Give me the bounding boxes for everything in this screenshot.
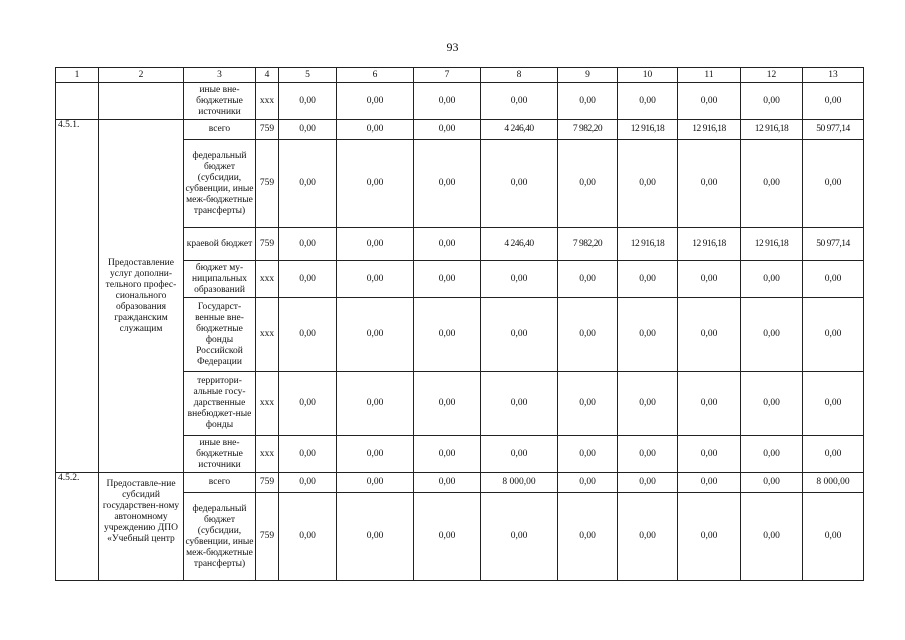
value-cell: 0,00: [618, 372, 678, 436]
value-cell: 8 000,00: [803, 473, 864, 493]
table-row: [56, 83, 864, 120]
code-cell: ххх: [256, 372, 279, 436]
row-name-cell: Предоставление услуг дополни-тельного профес-сионального образования гражданским служащим: [99, 120, 184, 473]
column-header: 10: [618, 68, 678, 83]
column-header: 12: [741, 68, 803, 83]
value-cell: 0,00: [558, 298, 618, 372]
value-cell: 0,00: [337, 261, 414, 298]
value-cell: 0,00: [279, 228, 337, 261]
value-cell: 0,00: [414, 473, 481, 493]
value-cell: 0,00: [558, 83, 618, 120]
value-cell: 0,00: [414, 228, 481, 261]
value-cell: 0,00: [414, 436, 481, 473]
value-cell: 0,00: [279, 473, 337, 493]
table-row: [56, 473, 864, 493]
value-cell: 0,00: [741, 261, 803, 298]
value-cell: 0,00: [279, 261, 337, 298]
value-cell: 0,00: [678, 298, 741, 372]
source-cell: краевой бюджет: [184, 228, 256, 261]
value-cell: 50 977,14: [803, 120, 864, 140]
column-header: 6: [337, 68, 414, 83]
value-cell: 0,00: [678, 473, 741, 493]
column-header: 2: [99, 68, 184, 83]
value-cell: 0,00: [741, 298, 803, 372]
source-cell: иные вне-бюджетные источники: [184, 436, 256, 473]
value-cell: 0,00: [481, 261, 558, 298]
value-cell: 0,00: [558, 140, 618, 228]
column-header: 5: [279, 68, 337, 83]
code-cell: ххх: [256, 298, 279, 372]
value-cell: 8 000,00: [481, 473, 558, 493]
value-cell: 0,00: [337, 228, 414, 261]
value-cell: 0,00: [337, 436, 414, 473]
value-cell: 0,00: [741, 473, 803, 493]
header-row: [56, 68, 864, 83]
value-cell: 0,00: [414, 261, 481, 298]
value-cell: 0,00: [558, 473, 618, 493]
code-cell: 759: [256, 120, 279, 140]
row-number-cell: 4.5.2.: [56, 473, 99, 581]
column-header: 3: [184, 68, 256, 83]
value-cell: 0,00: [618, 298, 678, 372]
value-cell: 0,00: [803, 261, 864, 298]
value-cell: 0,00: [803, 298, 864, 372]
value-cell: 0,00: [481, 83, 558, 120]
value-cell: 7 982,20: [558, 228, 618, 261]
table-row: [56, 120, 864, 140]
value-cell: 12 916,18: [741, 228, 803, 261]
page-number: 93: [446, 40, 459, 54]
value-cell: 0,00: [414, 140, 481, 228]
source-cell: всего: [184, 120, 256, 140]
value-cell: 4 246,40: [481, 120, 558, 140]
value-cell: 12 916,18: [741, 120, 803, 140]
source-cell: всего: [184, 473, 256, 493]
value-cell: 12 916,18: [678, 228, 741, 261]
value-cell: 0,00: [803, 83, 864, 120]
row-name-cell: Предоставле-ние субсидий государствен-ному автономному учреждению ДПО «Учебный центр: [99, 473, 184, 581]
value-cell: 0,00: [414, 298, 481, 372]
value-cell: 0,00: [803, 140, 864, 228]
value-cell: 0,00: [414, 493, 481, 581]
value-cell: 0,00: [618, 473, 678, 493]
code-cell: 759: [256, 140, 279, 228]
value-cell: 0,00: [337, 120, 414, 140]
value-cell: 0,00: [678, 436, 741, 473]
code-cell: ххх: [256, 261, 279, 298]
budget-table: [55, 67, 864, 581]
value-cell: 0,00: [279, 140, 337, 228]
value-cell: 0,00: [414, 83, 481, 120]
column-header: 7: [414, 68, 481, 83]
row-number-cell: [56, 83, 99, 120]
source-cell: Государст-венные вне-бюджетные фонды Российской Федерации: [184, 298, 256, 372]
value-cell: 0,00: [618, 140, 678, 228]
value-cell: 0,00: [678, 83, 741, 120]
source-cell: бюджет му-ниципальных образований: [184, 261, 256, 298]
value-cell: 0,00: [414, 120, 481, 140]
value-cell: 0,00: [558, 493, 618, 581]
value-cell: 0,00: [337, 473, 414, 493]
column-header: 8: [481, 68, 558, 83]
value-cell: 0,00: [414, 372, 481, 436]
source-cell: федеральный бюджет (субсидии, субвенции, иные меж-бюджетные трансферты): [184, 493, 256, 581]
value-cell: 0,00: [337, 140, 414, 228]
source-cell: территори-альные госу-дарственные внебюджет-ные фонды: [184, 372, 256, 436]
value-cell: 0,00: [279, 493, 337, 581]
value-cell: 0,00: [558, 372, 618, 436]
value-cell: 0,00: [618, 493, 678, 581]
value-cell: 0,00: [741, 83, 803, 120]
value-cell: 7 982,20: [558, 120, 618, 140]
value-cell: 0,00: [337, 83, 414, 120]
value-cell: 0,00: [279, 120, 337, 140]
value-cell: 0,00: [618, 261, 678, 298]
value-cell: 0,00: [337, 493, 414, 581]
column-header: 9: [558, 68, 618, 83]
row-number-cell: 4.5.1.: [56, 120, 99, 473]
column-header: 13: [803, 68, 864, 83]
value-cell: 0,00: [481, 436, 558, 473]
column-header: 4: [256, 68, 279, 83]
row-name-cell: [99, 83, 184, 120]
value-cell: 12 916,18: [678, 120, 741, 140]
value-cell: 0,00: [481, 372, 558, 436]
value-cell: 0,00: [279, 436, 337, 473]
code-cell: ххх: [256, 83, 279, 120]
value-cell: 0,00: [741, 493, 803, 581]
value-cell: 0,00: [803, 436, 864, 473]
value-cell: 0,00: [803, 372, 864, 436]
value-cell: 4 246,40: [481, 228, 558, 261]
value-cell: 0,00: [678, 493, 741, 581]
value-cell: 0,00: [481, 298, 558, 372]
value-cell: 0,00: [678, 140, 741, 228]
value-cell: 0,00: [337, 372, 414, 436]
value-cell: 0,00: [741, 140, 803, 228]
code-cell: 759: [256, 228, 279, 261]
value-cell: 0,00: [481, 493, 558, 581]
value-cell: 0,00: [741, 372, 803, 436]
value-cell: 50 977,14: [803, 228, 864, 261]
value-cell: 0,00: [558, 261, 618, 298]
code-cell: 759: [256, 493, 279, 581]
value-cell: 0,00: [741, 436, 803, 473]
source-cell: федеральный бюджет (субсидии, субвенции, иные меж-бюджетные трансферты): [184, 140, 256, 228]
value-cell: 0,00: [337, 298, 414, 372]
value-cell: 0,00: [279, 83, 337, 120]
value-cell: 0,00: [678, 372, 741, 436]
value-cell: 0,00: [558, 436, 618, 473]
code-cell: ххх: [256, 436, 279, 473]
source-cell: иные вне-бюджетные источники: [184, 83, 256, 120]
value-cell: 12 916,18: [618, 228, 678, 261]
code-cell: 759: [256, 473, 279, 493]
column-header: 1: [56, 68, 99, 83]
value-cell: 0,00: [481, 140, 558, 228]
value-cell: 12 916,18: [618, 120, 678, 140]
value-cell: 0,00: [678, 261, 741, 298]
value-cell: 0,00: [279, 298, 337, 372]
value-cell: 0,00: [803, 493, 864, 581]
value-cell: 0,00: [279, 372, 337, 436]
value-cell: 0,00: [618, 83, 678, 120]
value-cell: 0,00: [618, 436, 678, 473]
column-header: 11: [678, 68, 741, 83]
